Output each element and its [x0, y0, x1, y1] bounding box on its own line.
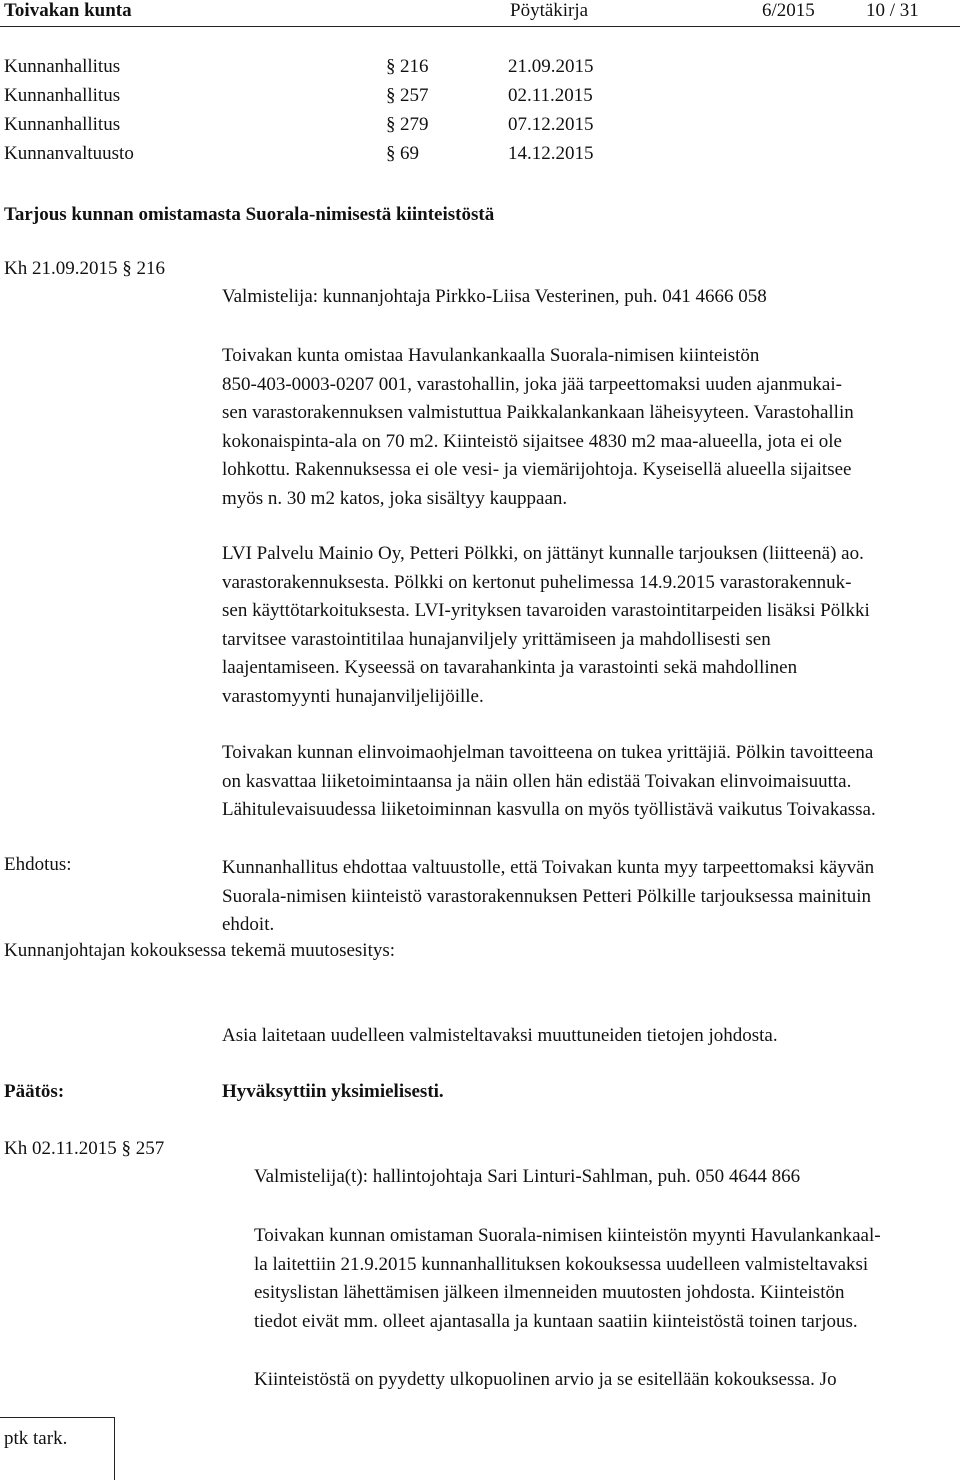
- text-line: on kasvattaa liiketoimintaansa ja näin ollen hän edistää Toivakan elinvoimaisuutta.: [222, 770, 852, 792]
- reference-org: Kunnanhallitus: [4, 85, 121, 106]
- reference-org: Kunnanvaltuusto: [4, 143, 134, 164]
- decision-text: Hyväksyttiin yksimielisesti.: [222, 1081, 444, 1102]
- ptk-label: ptk tark.: [4, 1428, 68, 1449]
- header-org: Toivakan kunta: [4, 0, 132, 21]
- amendment-label: Kunnanjohtajan kokouksessa tekemä muutosesitys:: [4, 940, 396, 961]
- text-line: kokonaispinta-ala on 70 m2. Kiinteistö sijaitsee 4830 m2 maa-alueella, jota ei ole: [222, 430, 842, 452]
- reference-date: 21.09.2015: [508, 56, 594, 77]
- text-line: laajentamiseen. Kyseessä on tavarahankinta ja varastointi sekä mahdollinen: [222, 657, 798, 678]
- page-header: [0, 0, 960, 28]
- kh2-paragraph-2: [254, 1366, 956, 1395]
- text-line: 850-403-0003-0207 001, varastohallin, joka jää tarpeettomaksi uuden ajanmukai-: [222, 373, 842, 395]
- section-sign: §: [386, 56, 396, 77]
- text-line: varastomyynti hunajanviljelijöille.: [222, 685, 484, 707]
- reference-date: 14.12.2015: [508, 143, 594, 164]
- text-line: LVI Palvelu Mainio Oy, Petteri Pölkki, on jättänyt kunnalle tarjouksen (liitteenä) ao.: [222, 543, 864, 564]
- reference-date: 02.11.2015: [508, 85, 593, 106]
- amendment-text: Asia laitetaan uudelleen valmisteltavaksi muuttuneiden tietojen johdosta.: [222, 1025, 778, 1046]
- text-line: varastorakennuksesta. Pölkki on kertonut puhelimessa 14.9.2015 varastorakennuk-: [222, 571, 852, 593]
- decision-label: Päätös:: [4, 1081, 65, 1102]
- section-sign: §: [386, 85, 396, 106]
- reference-row: [0, 56, 960, 84]
- text-line: myös n. 30 m2 katos, joka sisältyy kauppaan.: [222, 487, 568, 509]
- reference-row: [0, 114, 960, 142]
- text-line: Kiinteistöstä on pyydetty ulkopuolinen arvio ja se esitellään kokouksessa. Jo: [254, 1369, 837, 1390]
- reference-number: 69: [400, 143, 419, 164]
- kh2-paragraph-1: [254, 1222, 956, 1336]
- text-line: Lähitulevaisuudessa liiketoiminnan kasvulla on myös työllistävä vaikutus Toivakassa.: [222, 799, 876, 820]
- header-divider: [0, 26, 960, 27]
- kh2-preparer: Valmistelija(t): hallintojohtaja Sari Linturi-Sahlman, puh. 050 4644 866: [254, 1166, 801, 1187]
- kh1-heading: Kh 21.09.2015 § 216: [4, 258, 165, 279]
- reference-number: 257: [400, 85, 429, 106]
- reference-row: [0, 143, 960, 171]
- text-line: Kunnanhallitus ehdottaa valtuustolle, että Toivakan kunta myy tarpeettomaksi käyvän: [222, 857, 875, 878]
- text-line: ehdoit.: [222, 914, 275, 935]
- reference-org: Kunnanhallitus: [4, 114, 121, 135]
- header-doc-number: 6/2015: [762, 0, 815, 21]
- kh2-heading: Kh 02.11.2015 § 257: [4, 1138, 165, 1159]
- subject-heading: Tarjous kunnan omistamasta Suorala-nimisestä kiinteistöstä: [4, 204, 495, 225]
- text-line: lohkottu. Rakennuksessa ei ole vesi- ja viemärijohtoja. Kyseisellä alueella sijaitsee: [222, 459, 852, 480]
- header-page-number: 10 / 31: [866, 0, 919, 21]
- reference-number: 279: [400, 114, 429, 135]
- minutes-checker-box: [0, 1417, 115, 1480]
- text-line: esityslistan lähettämisen jälkeen ilmenneiden muutosten johdosta. Kiinteistön: [254, 1282, 845, 1303]
- text-line: tarvitsee varastointitilaa hunajanviljely yrittämiseen ja mahdollisesti sen: [222, 628, 771, 650]
- kh1-paragraph-1: [222, 342, 956, 513]
- text-line: sen käyttötarkoituksesta. LVI-yrityksen tavaroiden varastointitarpeiden lisäksi Pölkki: [222, 600, 870, 621]
- text-line: Toivakan kunta omistaa Havulankankaalla Suorala-nimisen kiinteistön: [222, 345, 760, 366]
- reference-date: 07.12.2015: [508, 114, 594, 135]
- reference-org: Kunnanhallitus: [4, 56, 121, 77]
- text-line: la laitettiin 21.9.2015 kunnanhallituksen kokouksessa uudelleen valmisteltavaksi: [254, 1253, 869, 1275]
- text-line: sen varastorakennuksen valmistuttua Paikkalankankaan läheisyyteen. Varastohallin: [222, 402, 854, 423]
- reference-row: [0, 85, 960, 113]
- proposal-text: [222, 854, 956, 940]
- kh1-paragraph-2: [222, 540, 956, 711]
- text-line: Suorala-nimisen kiinteistö varastorakennuksen Petteri Pölkille tarjouksessa mainituin: [222, 885, 872, 907]
- text-line: tiedot eivät mm. olleet ajantasalla ja kuntaan saatiin kiinteistöstä toinen tarjous.: [254, 1310, 858, 1332]
- reference-number: 216: [400, 56, 429, 77]
- kh1-paragraph-3: [222, 739, 956, 825]
- section-sign: §: [386, 143, 396, 164]
- header-doc-type: Pöytäkirja: [510, 0, 589, 21]
- text-line: Toivakan kunnan omistaman Suorala-nimisen kiinteistön myynti Havulankankaal-: [254, 1225, 881, 1246]
- kh1-preparer: Valmistelija: kunnanjohtaja Pirkko-Liisa Vesterinen, puh. 041 4666 058: [222, 286, 767, 307]
- section-sign: §: [386, 114, 396, 135]
- text-line: Toivakan kunnan elinvoimaohjelman tavoitteena on tukea yrittäjiä. Pölkin tavoitteena: [222, 742, 874, 763]
- proposal-label: Ehdotus:: [4, 854, 72, 875]
